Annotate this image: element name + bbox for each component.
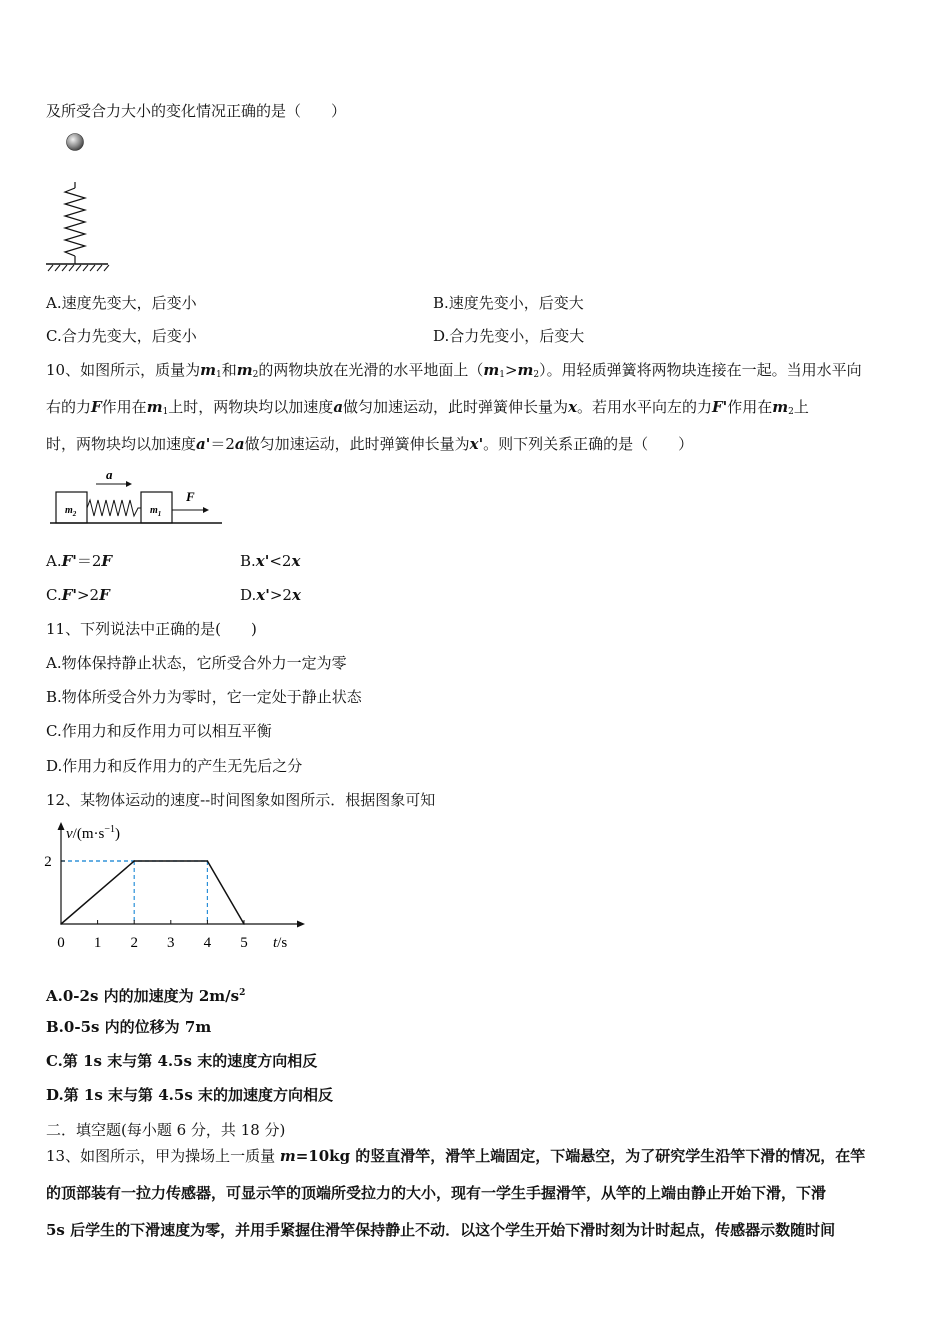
data-point-0-1 bbox=[133, 860, 135, 862]
section-heading: 二．填空题(每小题 6 分，共 18 分) bbox=[46, 1121, 286, 1139]
q11-option-a: A.物体保持静止状态，它所受合外力一定为零 bbox=[46, 654, 347, 672]
velocity-time-chart bbox=[40, 818, 300, 958]
q11-stem: 11、下列说法中正确的是( ) bbox=[46, 620, 257, 638]
q12-option-a: A.0-2s 内的加速度为 $2m/s^2$ bbox=[46, 987, 246, 1005]
q11-option-b: B.物体所受合外力为零时，它一定处于静止状态 bbox=[46, 688, 362, 706]
q9-option-b: B.速度先变小，后变大 bbox=[433, 294, 584, 312]
spring bbox=[65, 188, 85, 256]
q9-option-c: C.合力先变大，后变小 bbox=[46, 327, 197, 345]
q13-stem-line1: 13、如图所示，甲为操场上一质量 m=10kg 的竖直滑竿，滑竿上端固定，下端悬空，为了研究学生沿竿下滑的情况，在竿 bbox=[46, 1147, 866, 1165]
q9-option-d: D.合力先变小，后变大 bbox=[433, 327, 585, 345]
x-tick-label-2: 2 bbox=[130, 935, 138, 951]
q13-stem-line3: 5s 后学生的下滑速度为零，并用手紧握住滑竿保持静止不动．以这个学生开始下滑时刻为计时起点，传感器示数随时间 bbox=[46, 1221, 836, 1239]
force-label: F bbox=[186, 489, 195, 504]
y-axis-arrow bbox=[58, 822, 65, 830]
x-axis-label: t/s bbox=[273, 935, 288, 951]
q12-option-c: C.第 1s 末与第 4.5s 末的速度方向相反 bbox=[46, 1052, 318, 1070]
x-tick-label-4: 4 bbox=[203, 935, 212, 951]
q10-stem-line2: 右的力F作用在$m_1$上时，两物块均以加速度a做匀加速运动，此时弹簧伸长量为x。若用水平向左的力F'作用在$m_2$上 bbox=[46, 398, 809, 417]
q10-option-d: D.x'>2x bbox=[240, 586, 301, 604]
q12-option-d: D.第 1s 末与第 4.5s 末的加速度方向相反 bbox=[46, 1086, 334, 1104]
y-tick-label-2: 2 bbox=[44, 854, 52, 870]
spring-horizontal bbox=[87, 500, 141, 516]
q10-option-b: B.x'<2x bbox=[240, 552, 301, 570]
q11-option-c: C.作用力和反作用力可以相互平衡 bbox=[46, 722, 272, 740]
svg-text:m1: $m_1$ bbox=[150, 505, 162, 518]
q10-option-a: A.F'＝2F bbox=[46, 552, 113, 570]
ball bbox=[67, 134, 84, 151]
q10-option-c: C.F'>2F bbox=[46, 586, 110, 604]
q12-option-b: B.0-5s 内的位移为 7m bbox=[46, 1018, 212, 1036]
spring-ball-figure bbox=[40, 130, 120, 275]
y-axis-label: $v/(m\cdot s^{-1})$ bbox=[66, 824, 120, 842]
svg-text:m2: $m_2$ bbox=[65, 505, 77, 518]
q10-stem-line3: 时，两物块均以加速度a'＝2a做匀加速运动，此时弹簧伸长量为x'。则下列关系正确的是（ ） bbox=[46, 435, 694, 453]
q13-stem-line2: 的顶部装有一拉力传感器，可显示竿的顶端所受拉力的大小，现有一学生手握滑竿，从竿的上端由静止开始下滑，下滑 bbox=[46, 1184, 827, 1202]
q12-stem: 12、某物体运动的速度--时间图象如图所示．根据图象可知 bbox=[46, 791, 436, 809]
x-tick-label-0: 0 bbox=[57, 935, 65, 951]
q9-option-a: A.速度先变大，后变小 bbox=[46, 294, 197, 312]
q11-option-d: D.作用力和反作用力的产生无先后之分 bbox=[46, 757, 303, 775]
accel-label: a bbox=[106, 467, 113, 482]
blocks-spring-figure bbox=[46, 466, 226, 532]
q9-stem-tail: 及所受合力大小的变化情况正确的是（ ） bbox=[46, 102, 347, 120]
data-point-0-2 bbox=[207, 860, 209, 862]
x-axis-arrow bbox=[297, 921, 305, 928]
x-tick-label-3: 3 bbox=[167, 935, 175, 951]
x-tick-label-5: 5 bbox=[240, 935, 248, 951]
x-tick-label-1: 1 bbox=[93, 935, 102, 951]
series-line-0 bbox=[61, 861, 244, 924]
q10-stem-line1: 10、如图所示，质量为$m_1$和$m_2$的两物块放在光滑的水平地面上$(m_1>m_2)$。用轻质弹簧将两物块连接在一起。当用水平向 bbox=[46, 361, 862, 380]
